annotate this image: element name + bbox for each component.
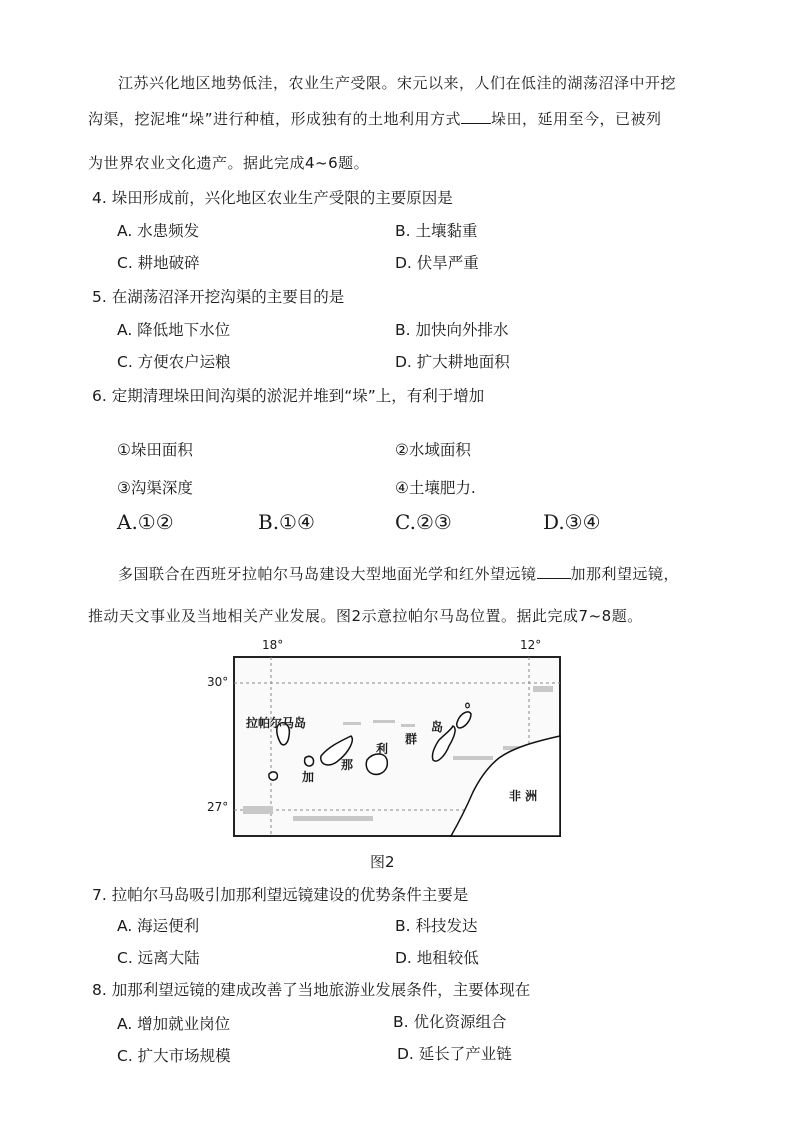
question-8-option-a: A. 增加就业岗位 (117, 1015, 231, 1033)
question-8-option-c: C. 扩大市场规模 (117, 1047, 231, 1065)
question-6-option-a: A.①② (117, 510, 174, 534)
question-7-option-a: A. 海运便利 (117, 917, 200, 935)
passage1-line2-part-a: 沟渠，挖泥堆“垛”进行种植，形成独有的土地利用方式 (88, 110, 462, 128)
map-longitude-right: 12° (520, 638, 542, 652)
passage2-line2: 推动天文事业及当地相关产业发展。图2示意拉帕尔马岛位置。据此完成7~8题。 (88, 607, 643, 625)
map-latitude-bottom: 27° (207, 800, 229, 814)
passage1-line1: 江苏兴化地区地势低洼，农业生产受限。宋元以来，人们在低洼的湖荡沼泽中开挖 (118, 74, 677, 92)
fill-blank (461, 111, 491, 124)
passage2-line1-part-a: 多国联合在西班牙拉帕尔马岛建设大型地面光学和红外望远镜 (118, 565, 537, 583)
question-5-option-a: A. 降低地下水位 (117, 321, 231, 339)
question-4-stem: 4. 垛田形成前，兴化地区农业生产受限的主要原因是 (92, 189, 453, 207)
canary-islands-map (233, 656, 561, 837)
map-label-africa: 非 洲 (509, 789, 538, 803)
question-5-option-b: B. 加快向外排水 (395, 321, 509, 339)
question-5-option-c: C. 方便农户运粮 (117, 353, 231, 371)
question-8-stem: 8. 加那利望远镜的建成改善了当地旅游业发展条件，主要体现在 (92, 981, 531, 999)
question-6-stem: 6. 定期清理垛田间沟渠的淤泥并堆到“垛”上，有利于增加 (92, 387, 485, 405)
passage2-line1 (118, 563, 679, 584)
question-6-option-d: D.③④ (543, 510, 601, 534)
passage2-line1-part-b: 加那利望远镜， (570, 565, 680, 583)
question-8-option-b: B. 优化资源组合 (393, 1013, 507, 1031)
question-5-option-d: D. 扩大耕地面积 (395, 353, 510, 371)
map-longitude-left: 18° (262, 638, 284, 652)
question-4-option-d: D. 伏旱严重 (395, 254, 479, 272)
question-6-option-c: C.②③ (395, 510, 452, 534)
question-4-option-a: A. 水患频发 (117, 222, 200, 240)
passage1-line2-part-b: 垛田，延用至今，已被列 (491, 110, 662, 128)
map-label-archipelago-5: 岛 (431, 720, 444, 734)
passage1-line3: 为世界农业文化遗产。据此完成4~6题。 (88, 154, 370, 172)
map-latitude-top: 30° (207, 675, 229, 689)
question-6-item-3: ③沟渠深度 (117, 479, 193, 497)
question-7-stem: 7. 拉帕尔马岛吸引加那利望远镜建设的优势条件主要是 (92, 886, 469, 904)
map-label-archipelago-2: 那 (341, 758, 354, 772)
question-5-stem: 5. 在湖荡沼泽开挖沟渠的主要目的是 (92, 288, 345, 306)
question-6-item-2: ②水域面积 (395, 441, 471, 459)
question-4-option-c: C. 耕地破碎 (117, 254, 200, 272)
figure-caption: 图2 (370, 853, 395, 871)
question-6-item-4: ④土壤肥力. (395, 479, 476, 497)
question-6-item-1: ①垛田面积 (117, 441, 193, 459)
question-7-option-b: B. 科技发达 (395, 917, 478, 935)
passage1-line2 (88, 108, 662, 129)
map-label-la-palma: 拉帕尔马岛 (246, 716, 307, 730)
map-label-archipelago-1: 加 (302, 770, 315, 784)
question-6-option-b: B.①④ (258, 510, 315, 534)
map-label-archipelago-3: 利 (376, 742, 389, 756)
question-4-option-b: B. 土壤黏重 (395, 222, 478, 240)
question-7-option-c: C. 远离大陆 (117, 949, 200, 967)
fill-blank (537, 566, 571, 579)
question-7-option-d: D. 地租较低 (395, 949, 479, 967)
question-8-option-d: D. 延长了产业链 (397, 1045, 512, 1063)
map-label-archipelago-4: 群 (405, 732, 418, 746)
